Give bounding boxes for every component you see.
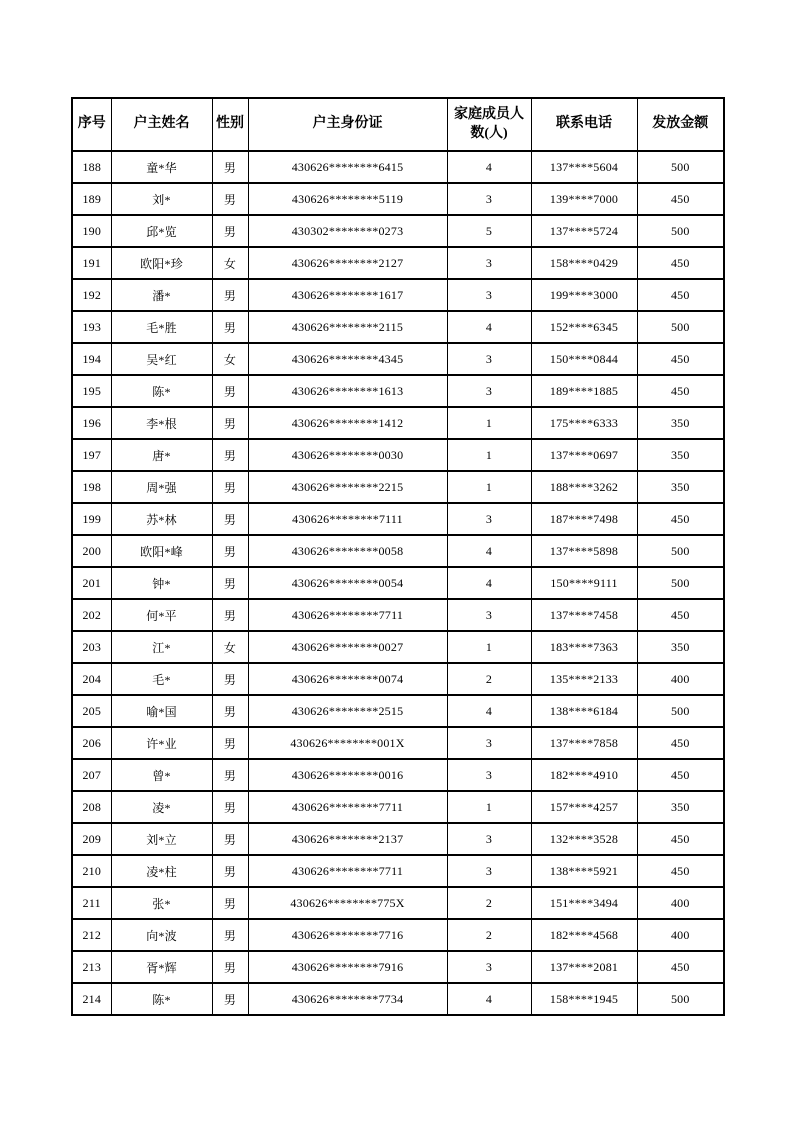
table-row bbox=[72, 215, 724, 247]
cell-name: 陈* bbox=[111, 375, 212, 407]
cell-amount: 500 bbox=[637, 151, 724, 183]
cell-amount: 450 bbox=[637, 727, 724, 759]
cell-gender: 男 bbox=[212, 279, 248, 311]
col-header-gender: 性别 bbox=[212, 98, 248, 151]
cell-serial: 211 bbox=[72, 887, 111, 919]
cell-id: 430626********1412 bbox=[248, 407, 447, 439]
cell-serial: 190 bbox=[72, 215, 111, 247]
cell-members: 4 bbox=[447, 983, 531, 1015]
cell-amount: 450 bbox=[637, 375, 724, 407]
cell-name: 江* bbox=[111, 631, 212, 663]
cell-amount: 400 bbox=[637, 887, 724, 919]
cell-gender: 男 bbox=[212, 791, 248, 823]
cell-id: 430626********0027 bbox=[248, 631, 447, 663]
cell-name: 毛* bbox=[111, 663, 212, 695]
cell-name: 陈* bbox=[111, 983, 212, 1015]
cell-name: 邱*览 bbox=[111, 215, 212, 247]
table-row bbox=[72, 663, 724, 695]
cell-id: 430626********4345 bbox=[248, 343, 447, 375]
table-row bbox=[72, 535, 724, 567]
cell-members: 3 bbox=[447, 247, 531, 279]
cell-serial: 210 bbox=[72, 855, 111, 887]
cell-id: 430626********1613 bbox=[248, 375, 447, 407]
cell-name: 喻*国 bbox=[111, 695, 212, 727]
col-header-name: 户主姓名 bbox=[111, 98, 212, 151]
cell-amount: 450 bbox=[637, 247, 724, 279]
cell-gender: 男 bbox=[212, 919, 248, 951]
cell-phone: 139****7000 bbox=[531, 183, 637, 215]
table-row bbox=[72, 727, 724, 759]
table-row bbox=[72, 759, 724, 791]
cell-serial: 188 bbox=[72, 151, 111, 183]
cell-amount: 500 bbox=[637, 983, 724, 1015]
cell-gender: 女 bbox=[212, 343, 248, 375]
cell-phone: 138****6184 bbox=[531, 695, 637, 727]
cell-members: 3 bbox=[447, 855, 531, 887]
cell-amount: 500 bbox=[637, 215, 724, 247]
cell-serial: 212 bbox=[72, 919, 111, 951]
cell-phone: 137****0697 bbox=[531, 439, 637, 471]
cell-id: 430626********2137 bbox=[248, 823, 447, 855]
table-row bbox=[72, 599, 724, 631]
cell-gender: 男 bbox=[212, 503, 248, 535]
cell-members: 3 bbox=[447, 343, 531, 375]
cell-phone: 157****4257 bbox=[531, 791, 637, 823]
cell-phone: 158****1945 bbox=[531, 983, 637, 1015]
cell-id: 430626********7711 bbox=[248, 599, 447, 631]
cell-serial: 200 bbox=[72, 535, 111, 567]
table-body bbox=[72, 151, 724, 1015]
cell-members: 1 bbox=[447, 439, 531, 471]
header-row bbox=[72, 98, 724, 151]
cell-name: 潘* bbox=[111, 279, 212, 311]
cell-serial: 193 bbox=[72, 311, 111, 343]
cell-serial: 192 bbox=[72, 279, 111, 311]
cell-serial: 214 bbox=[72, 983, 111, 1015]
table-row bbox=[72, 887, 724, 919]
cell-name: 曾* bbox=[111, 759, 212, 791]
cell-id: 430626********0054 bbox=[248, 567, 447, 599]
cell-amount: 350 bbox=[637, 791, 724, 823]
cell-name: 童*华 bbox=[111, 151, 212, 183]
cell-serial: 205 bbox=[72, 695, 111, 727]
cell-id: 430626********1617 bbox=[248, 279, 447, 311]
cell-serial: 195 bbox=[72, 375, 111, 407]
cell-name: 李*根 bbox=[111, 407, 212, 439]
cell-id: 430626********0030 bbox=[248, 439, 447, 471]
cell-phone: 137****7858 bbox=[531, 727, 637, 759]
cell-phone: 137****2081 bbox=[531, 951, 637, 983]
cell-name: 胥*辉 bbox=[111, 951, 212, 983]
table-row bbox=[72, 183, 724, 215]
cell-members: 5 bbox=[447, 215, 531, 247]
cell-serial: 194 bbox=[72, 343, 111, 375]
cell-id: 430626********7716 bbox=[248, 919, 447, 951]
cell-gender: 女 bbox=[212, 631, 248, 663]
cell-gender: 男 bbox=[212, 215, 248, 247]
cell-phone: 137****5724 bbox=[531, 215, 637, 247]
cell-members: 1 bbox=[447, 631, 531, 663]
cell-members: 3 bbox=[447, 951, 531, 983]
table-row bbox=[72, 919, 724, 951]
cell-name: 苏*林 bbox=[111, 503, 212, 535]
table-row bbox=[72, 695, 724, 727]
cell-phone: 175****6333 bbox=[531, 407, 637, 439]
cell-serial: 191 bbox=[72, 247, 111, 279]
cell-id: 430626********0016 bbox=[248, 759, 447, 791]
cell-name: 许*业 bbox=[111, 727, 212, 759]
cell-name: 欧阳*珍 bbox=[111, 247, 212, 279]
cell-members: 3 bbox=[447, 503, 531, 535]
cell-amount: 450 bbox=[637, 503, 724, 535]
cell-amount: 350 bbox=[637, 407, 724, 439]
cell-serial: 202 bbox=[72, 599, 111, 631]
cell-id: 430626********2115 bbox=[248, 311, 447, 343]
cell-members: 4 bbox=[447, 311, 531, 343]
cell-gender: 男 bbox=[212, 759, 248, 791]
cell-amount: 500 bbox=[637, 311, 724, 343]
cell-id: 430626********2215 bbox=[248, 471, 447, 503]
table-row bbox=[72, 151, 724, 183]
table-row bbox=[72, 311, 724, 343]
cell-serial: 204 bbox=[72, 663, 111, 695]
cell-phone: 137****7458 bbox=[531, 599, 637, 631]
cell-phone: 137****5898 bbox=[531, 535, 637, 567]
cell-amount: 500 bbox=[637, 567, 724, 599]
cell-phone: 199****3000 bbox=[531, 279, 637, 311]
cell-gender: 男 bbox=[212, 727, 248, 759]
cell-serial: 213 bbox=[72, 951, 111, 983]
cell-gender: 男 bbox=[212, 695, 248, 727]
table-row bbox=[72, 791, 724, 823]
cell-name: 张* bbox=[111, 887, 212, 919]
cell-amount: 350 bbox=[637, 439, 724, 471]
cell-serial: 189 bbox=[72, 183, 111, 215]
cell-serial: 196 bbox=[72, 407, 111, 439]
table-row bbox=[72, 343, 724, 375]
cell-name: 凌* bbox=[111, 791, 212, 823]
cell-members: 4 bbox=[447, 151, 531, 183]
cell-name: 唐* bbox=[111, 439, 212, 471]
cell-id: 430626********6415 bbox=[248, 151, 447, 183]
cell-id: 430626********7711 bbox=[248, 791, 447, 823]
cell-members: 3 bbox=[447, 727, 531, 759]
cell-id: 430626********7711 bbox=[248, 855, 447, 887]
table-row bbox=[72, 823, 724, 855]
cell-serial: 203 bbox=[72, 631, 111, 663]
cell-serial: 199 bbox=[72, 503, 111, 535]
cell-members: 2 bbox=[447, 663, 531, 695]
cell-gender: 女 bbox=[212, 247, 248, 279]
table-row bbox=[72, 503, 724, 535]
cell-amount: 450 bbox=[637, 759, 724, 791]
cell-members: 1 bbox=[447, 407, 531, 439]
cell-name: 何*平 bbox=[111, 599, 212, 631]
cell-amount: 450 bbox=[637, 823, 724, 855]
cell-phone: 152****6345 bbox=[531, 311, 637, 343]
cell-name: 向*波 bbox=[111, 919, 212, 951]
cell-id: 430626********2515 bbox=[248, 695, 447, 727]
cell-gender: 男 bbox=[212, 951, 248, 983]
cell-members: 1 bbox=[447, 471, 531, 503]
subsidy-table bbox=[71, 97, 725, 1016]
cell-amount: 450 bbox=[637, 183, 724, 215]
cell-gender: 男 bbox=[212, 599, 248, 631]
cell-phone: 138****5921 bbox=[531, 855, 637, 887]
col-header-amount: 发放金额 bbox=[637, 98, 724, 151]
cell-amount: 450 bbox=[637, 599, 724, 631]
cell-gender: 男 bbox=[212, 375, 248, 407]
cell-gender: 男 bbox=[212, 535, 248, 567]
cell-name: 欧阳*峰 bbox=[111, 535, 212, 567]
table-row bbox=[72, 279, 724, 311]
cell-gender: 男 bbox=[212, 887, 248, 919]
cell-members: 4 bbox=[447, 695, 531, 727]
cell-id: 430626********001X bbox=[248, 727, 447, 759]
cell-serial: 209 bbox=[72, 823, 111, 855]
cell-gender: 男 bbox=[212, 823, 248, 855]
cell-phone: 182****4910 bbox=[531, 759, 637, 791]
table-row bbox=[72, 855, 724, 887]
cell-amount: 450 bbox=[637, 343, 724, 375]
table-row bbox=[72, 471, 724, 503]
cell-serial: 207 bbox=[72, 759, 111, 791]
cell-serial: 197 bbox=[72, 439, 111, 471]
table-row bbox=[72, 407, 724, 439]
cell-amount: 350 bbox=[637, 471, 724, 503]
cell-phone: 150****0844 bbox=[531, 343, 637, 375]
cell-name: 吴*红 bbox=[111, 343, 212, 375]
cell-serial: 198 bbox=[72, 471, 111, 503]
cell-phone: 151****3494 bbox=[531, 887, 637, 919]
table-row bbox=[72, 247, 724, 279]
col-header-id: 户主身份证 bbox=[248, 98, 447, 151]
cell-amount: 500 bbox=[637, 535, 724, 567]
cell-amount: 500 bbox=[637, 695, 724, 727]
cell-id: 430626********0074 bbox=[248, 663, 447, 695]
cell-id: 430626********7916 bbox=[248, 951, 447, 983]
col-header-serial: 序号 bbox=[72, 98, 111, 151]
cell-gender: 男 bbox=[212, 407, 248, 439]
cell-members: 4 bbox=[447, 567, 531, 599]
cell-gender: 男 bbox=[212, 439, 248, 471]
cell-gender: 男 bbox=[212, 311, 248, 343]
cell-serial: 208 bbox=[72, 791, 111, 823]
cell-gender: 男 bbox=[212, 471, 248, 503]
col-header-members: 家庭成员人数(人) bbox=[447, 98, 531, 151]
cell-members: 3 bbox=[447, 599, 531, 631]
cell-amount: 400 bbox=[637, 919, 724, 951]
cell-members: 1 bbox=[447, 791, 531, 823]
cell-id: 430626********5119 bbox=[248, 183, 447, 215]
cell-phone: 150****9111 bbox=[531, 567, 637, 599]
cell-id: 430626********7111 bbox=[248, 503, 447, 535]
cell-phone: 183****7363 bbox=[531, 631, 637, 663]
cell-amount: 450 bbox=[637, 279, 724, 311]
cell-id: 430302********0273 bbox=[248, 215, 447, 247]
cell-phone: 188****3262 bbox=[531, 471, 637, 503]
cell-serial: 206 bbox=[72, 727, 111, 759]
col-header-phone: 联系电话 bbox=[531, 98, 637, 151]
table-row bbox=[72, 983, 724, 1015]
cell-members: 3 bbox=[447, 759, 531, 791]
cell-phone: 137****5604 bbox=[531, 151, 637, 183]
cell-amount: 350 bbox=[637, 631, 724, 663]
table-row bbox=[72, 375, 724, 407]
cell-amount: 450 bbox=[637, 951, 724, 983]
cell-gender: 男 bbox=[212, 855, 248, 887]
table-row bbox=[72, 439, 724, 471]
cell-phone: 187****7498 bbox=[531, 503, 637, 535]
cell-members: 3 bbox=[447, 279, 531, 311]
cell-phone: 132****3528 bbox=[531, 823, 637, 855]
cell-phone: 182****4568 bbox=[531, 919, 637, 951]
cell-id: 430626********0058 bbox=[248, 535, 447, 567]
cell-members: 2 bbox=[447, 887, 531, 919]
table-row bbox=[72, 631, 724, 663]
cell-name: 刘*立 bbox=[111, 823, 212, 855]
cell-members: 3 bbox=[447, 375, 531, 407]
cell-gender: 男 bbox=[212, 151, 248, 183]
cell-members: 2 bbox=[447, 919, 531, 951]
cell-amount: 450 bbox=[637, 855, 724, 887]
cell-id: 430626********775X bbox=[248, 887, 447, 919]
cell-members: 3 bbox=[447, 823, 531, 855]
cell-gender: 男 bbox=[212, 983, 248, 1015]
cell-id: 430626********7734 bbox=[248, 983, 447, 1015]
table-row bbox=[72, 567, 724, 599]
cell-id: 430626********2127 bbox=[248, 247, 447, 279]
cell-members: 3 bbox=[447, 183, 531, 215]
cell-phone: 135****2133 bbox=[531, 663, 637, 695]
cell-members: 4 bbox=[447, 535, 531, 567]
cell-name: 刘* bbox=[111, 183, 212, 215]
cell-name: 钟* bbox=[111, 567, 212, 599]
cell-serial: 201 bbox=[72, 567, 111, 599]
cell-gender: 男 bbox=[212, 663, 248, 695]
table-row bbox=[72, 951, 724, 983]
cell-phone: 189****1885 bbox=[531, 375, 637, 407]
cell-name: 凌*柱 bbox=[111, 855, 212, 887]
cell-amount: 400 bbox=[637, 663, 724, 695]
cell-name: 周*强 bbox=[111, 471, 212, 503]
cell-gender: 男 bbox=[212, 183, 248, 215]
cell-phone: 158****0429 bbox=[531, 247, 637, 279]
cell-gender: 男 bbox=[212, 567, 248, 599]
cell-name: 毛*胜 bbox=[111, 311, 212, 343]
